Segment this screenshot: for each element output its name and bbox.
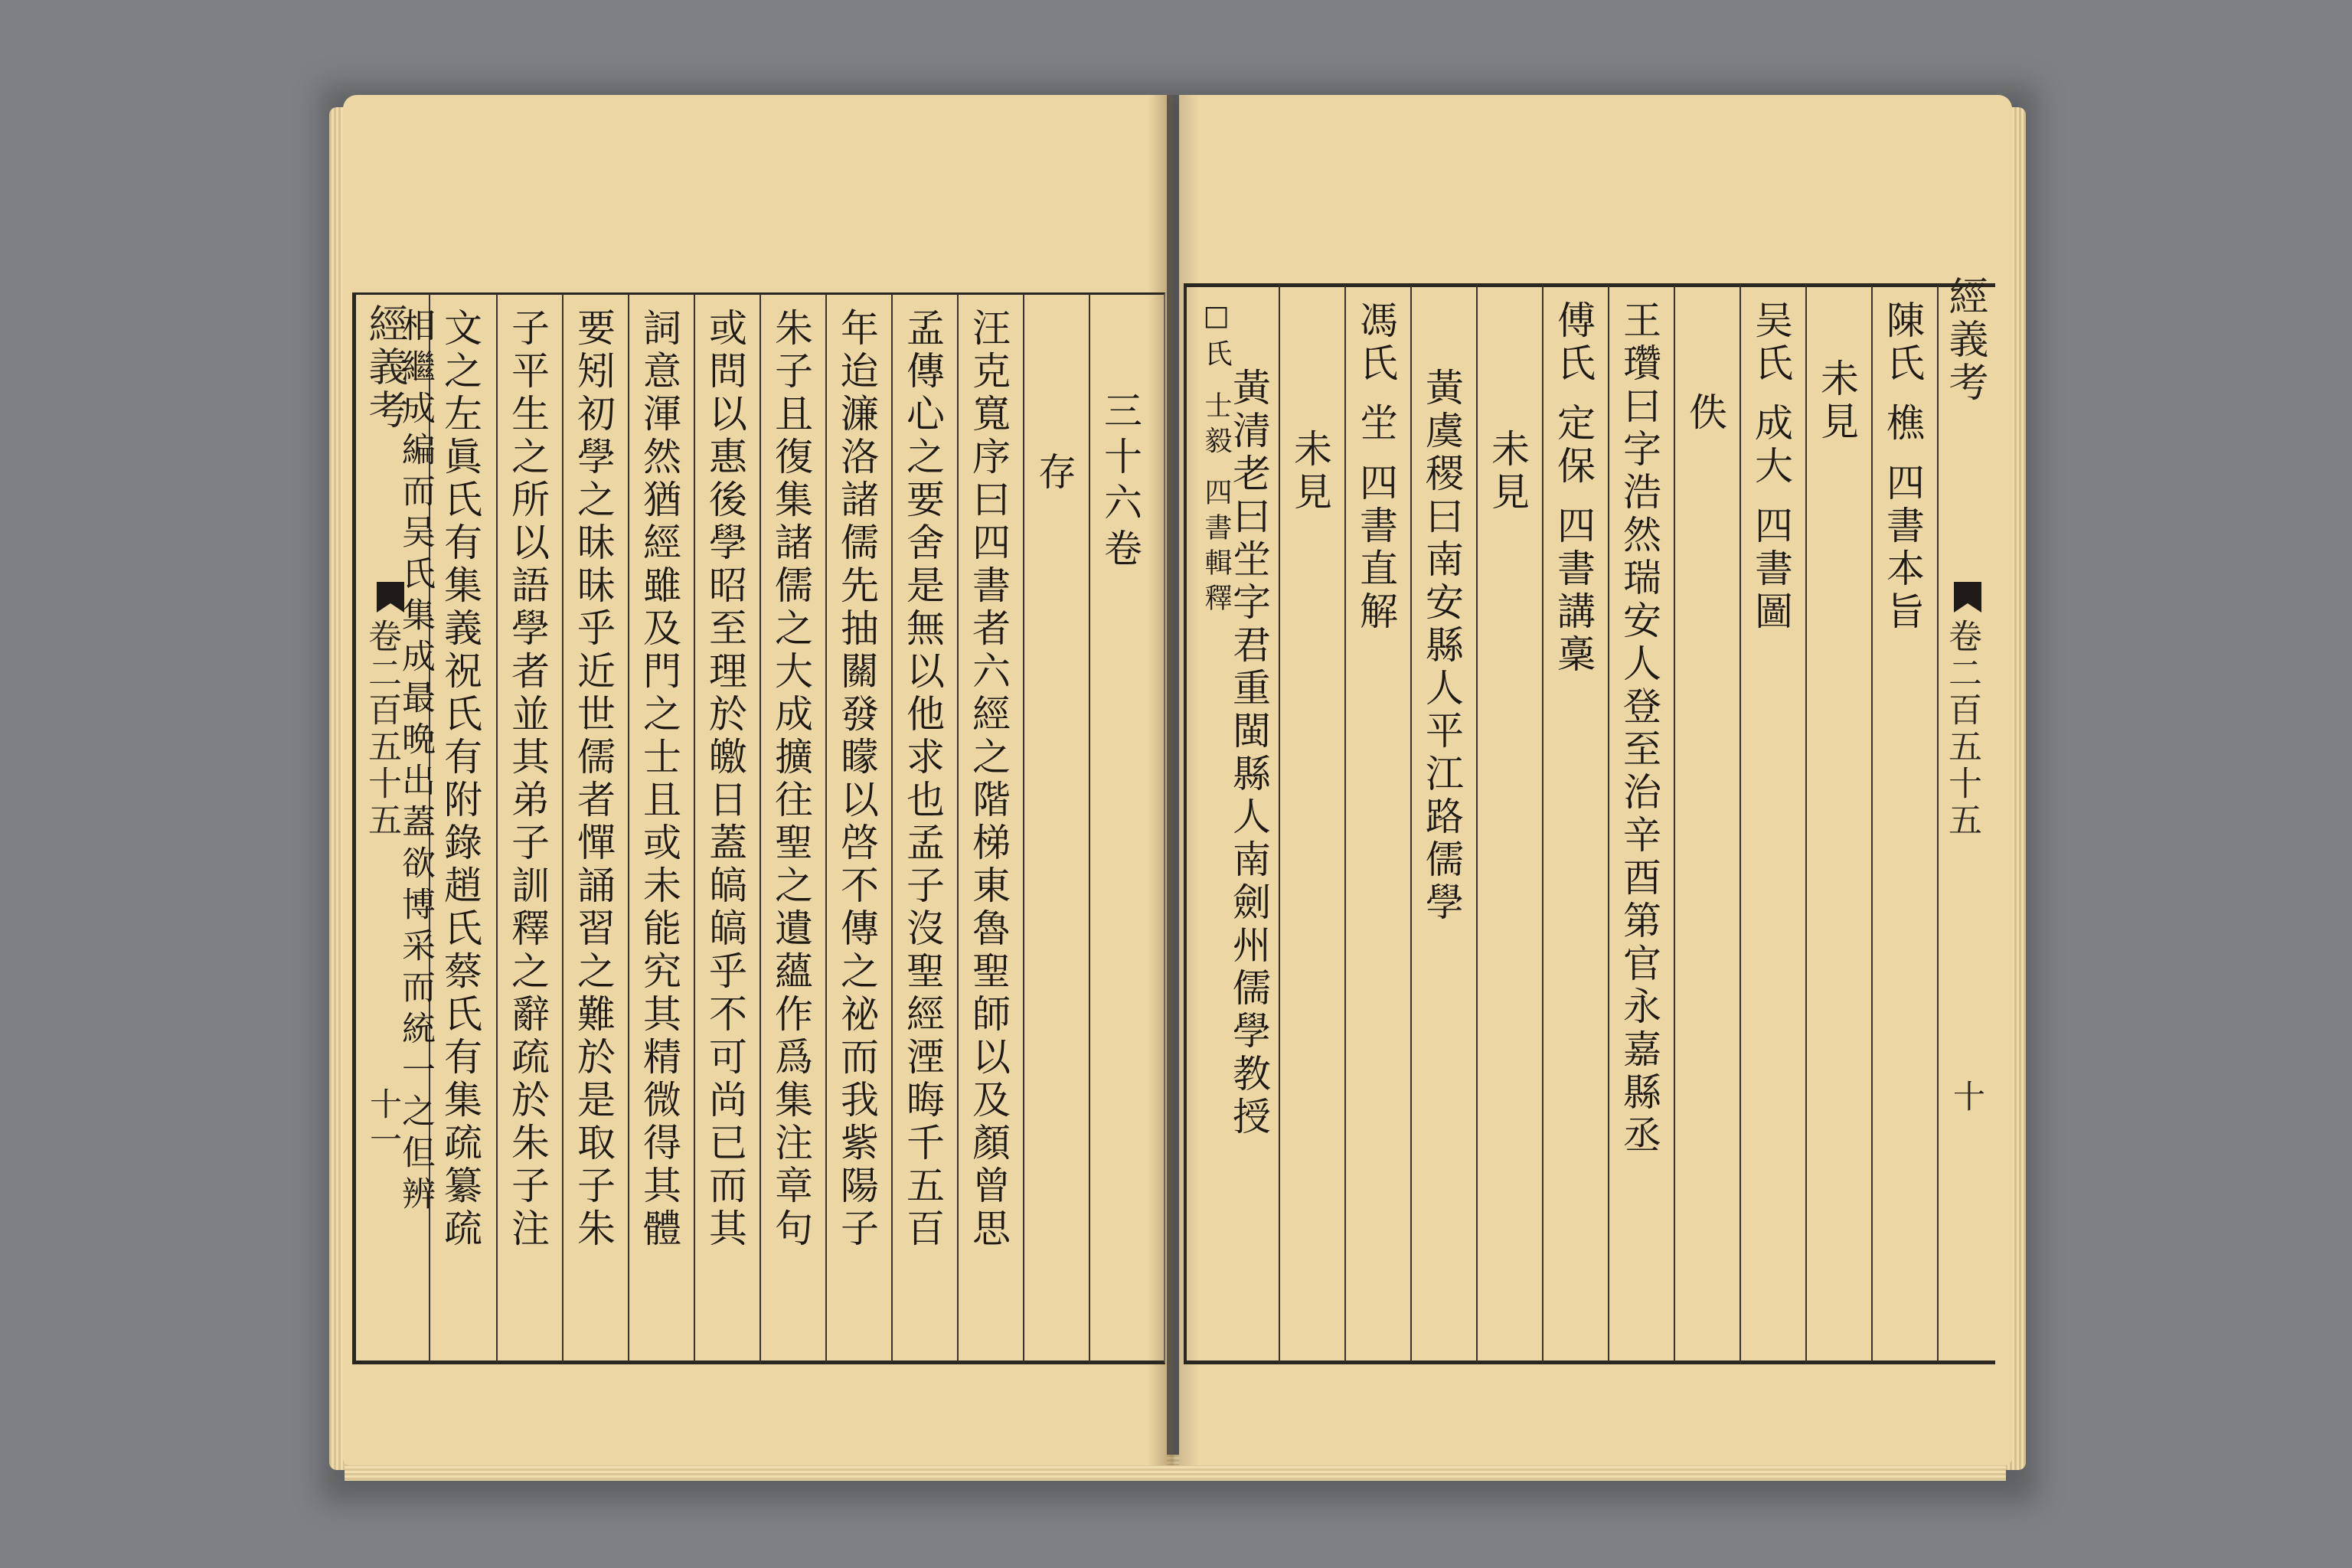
right-col-8: 黃虞稷曰南安縣人平江路儒學 (1419, 368, 1464, 925)
right-col-12: □氏 士毅 四書輯釋 (1200, 300, 1232, 619)
left-col-2: 存 (1032, 452, 1076, 495)
right-col-4: 佚 (1683, 392, 1727, 435)
left-col-8: 詞意渾然猶經雖及門之士且或未能究其精微得其體 (637, 308, 681, 1251)
right-col-5: 王瓚曰字浩然瑞安人登至治辛酉第官永嘉縣丞 (1617, 300, 1661, 1158)
right-banxin-juan: 卷二百五十五 (1942, 619, 1981, 839)
left-col-4: 孟傳心之要舍是無以他求也孟子沒聖經湮晦千五百 (900, 308, 945, 1251)
right-col-1: 陳氏 樵 四書本旨 (1880, 300, 1925, 634)
left-col-7: 或問以惠後學昭至理於皦日蓋皜皜乎不可尚已而其 (703, 308, 747, 1251)
right-col-9: 馮氏 坣 四書直解 (1354, 300, 1398, 634)
right-col-7: 未見 (1485, 429, 1530, 514)
left-col-12: 相繼成編而吴氏集成最晩出蓋欲博采而統一之但辨 (396, 308, 435, 1217)
left-col-1: 三十六卷 (1098, 390, 1142, 574)
left-banxin-juan: 卷二百五十五 (362, 619, 401, 839)
left-col-11: 文之左眞氏有集義祝氏有附錄趙氏蔡氏有集疏纂疏 (438, 308, 482, 1251)
right-col-10: 未見 (1288, 429, 1332, 514)
left-col-5: 年迨濂洛諸儒先抽關發矇以啓不傳之祕而我紫陽子 (835, 308, 879, 1251)
right-col-6: 傅氏 定保 四書講稾 (1551, 300, 1596, 677)
right-col-11: 黃清老曰坣字君重閩縣人南劍州儒學教授 (1227, 368, 1271, 1139)
left-col-9: 要矧初學之昧昧乎近世儒者憚誦習之難於是取子朱 (571, 308, 616, 1251)
right-col-2: 未見 (1815, 358, 1859, 444)
left-col-10: 子平生之所以語學者並其弟子訓釋之辭疏於朱子注 (505, 308, 550, 1251)
left-banxin-title: 經義考 (361, 303, 407, 432)
left-col-6: 朱子且復集諸儒之大成擴往聖之遺蘊作爲集注章句 (769, 308, 813, 1251)
left-col-3: 汪克寬序曰四書者六經之階梯東魯聖師以及顏曾思 (966, 308, 1011, 1251)
left-banxin-folio: 十一 (365, 1087, 403, 1158)
right-col-3: 吴氏 成大 四書圖 (1749, 300, 1793, 634)
right-banxin-folio: 十 (1949, 1080, 1986, 1115)
right-banxin-title: 經義考 (1942, 276, 1988, 404)
